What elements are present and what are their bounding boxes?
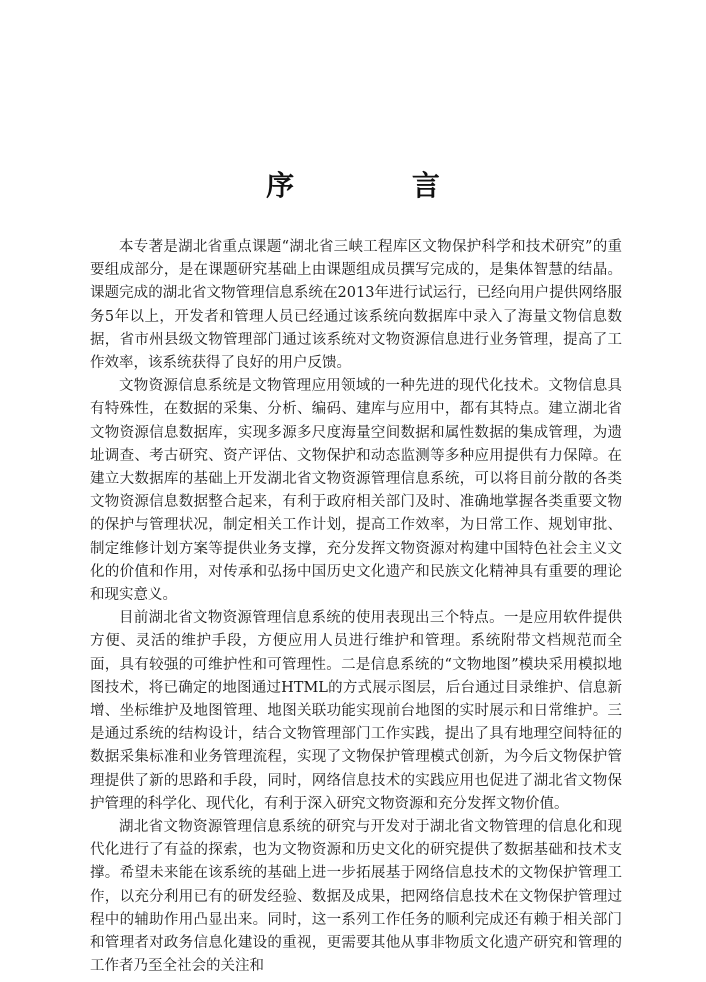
paragraph-3: 目前湖北省文物资源管理信息系统的使用表现出三个特点。一是应用软件提供方便、灵活的维护手段，方便应用人员进行维护和管理。系统附带文档规范而全面，具有较强的可维护性和可管理性。二是信息系统的“文物地图”模块采用模拟地图技术，将已确定的地图通过HTML的方式展示图层，后台通过目录维护、信息新增、坐标维护及地图管理、地图关联功能实现前台地图的实时展示和日常维护。三是通过系统的结构设计，结合文物管理部门工作实践，提出了具有地理空间特征的数据采集标准和业务管理流程，实现了文物保护管理模式创新，为今后文物保护管理提供了新的思路和手段，同时，网络信息技术的实践应用也促进了湖北省文物保护管理的科学化、现代化，有利于深入研究文物资源和充分发挥文物价值。 [90,610,622,812]
paragraph-4: 湖北省文物资源管理信息系统的研究与开发对于湖北省文物管理的信息化和现代化进行了有益的探索，也为文物资源和历史文化的研究提供了数据基础和技术支撑。希望未来能在该系统的基础上进一步拓展基于网络信息技术的文物保护管理工作，以充分利用已有的研发经验、数据及成果，把网络信息技术在文物保护管理过程中的辅助作用凸显出来。同时，这一系列工作任务的顺利完成还有赖于相关部门和管理者对政务信息化建设的重视，更需要其他从事非物质文化遗产研究和管理的工作者乃至全社会的关注和 [90,819,622,975]
paragraph-1: 本专著是湖北省重点课题“湖北省三峡工程库区文物保护科学和技术研究”的重要组成部分，是在课题研究基础上由课题组成员撰写完成的，是集体智慧的结晶。课题完成的湖北省文物管理信息系统在2013年进行试运行，已经向用户提供网络服务5年以上，开发者和管理人员已经通过该系统向数据库中录入了海量文物信息数据，省市州县级文物管理部门通过该系统对文物资源信息进行业务管理，提高了工作效率，该系统获得了良好的用户反馈。 [90,239,622,372]
body-text [90,236,622,979]
page-title: 序 言 [266,169,494,202]
paragraph-2: 文物资源信息系统是文物管理应用领域的一种先进的现代化技术。文物信息具有特殊性，在数据的采集、分析、编码、建库与应用中，都有其特点。建立湖北省文物资源信息数据库，实现多源多尺度海量空间数据和属性数据的集成管理，为遗址调查、考古研究、资产评估、文物保护和动态监测等多种应用提供有力保障。在建立大数据库的基础上开发湖北省文物资源管理信息系统，可以将目前分散的各类文物资源信息数据整合起来，有利于政府相关部门及时、准确地掌握各类重要文物的保护与管理状况，制定相关工作计划，提高工作效率，为日常工作、规划审批、制定维修计划方案等提供业务支撑，充分发挥文物资源对构建中国特色社会主义文化的价值和作用，对传承和弘扬中国历史文化遗产和民族文化精神具有重要的理论和现实意义。 [90,378,622,604]
